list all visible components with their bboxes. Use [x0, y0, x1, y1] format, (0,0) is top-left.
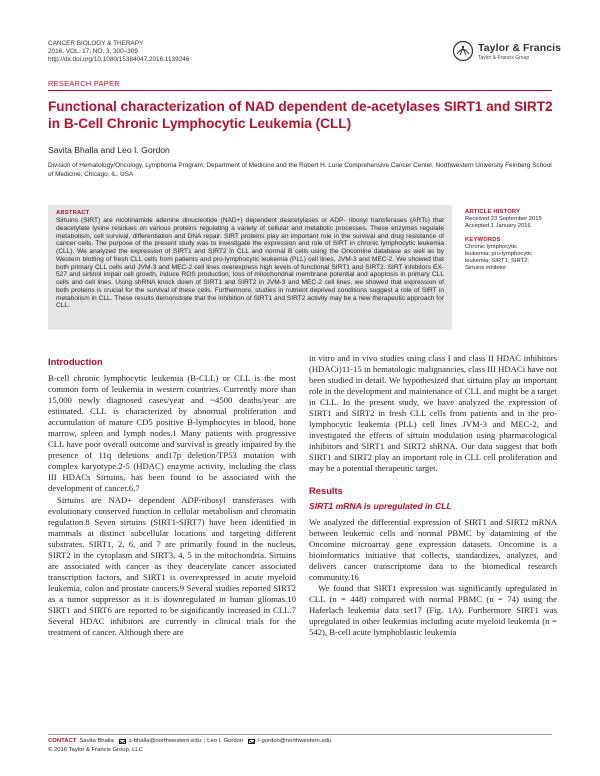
abstract-text: Sirtuins (SIRT) are nicotinamide adenine dinucleotide (NAD+) dependent deacetylases or ADP- ribosyl transferases (ARTs) that deacetylate lysine residues on various proteins regulating a variety of cellular and metabolic processes. These enzymes regulate metabolism, cell survival, differentiation and DNA repair. SIRT proteins play an important role in the survival and drug resistance of cancer cells. The purpose of the present study was to investigate the expression and role of SIRT in chronic lymphocytic leukemia (CLL). We analyzed the expression of SIRT1 and SIRT2 in CLL and normal B cells using the Oncomine database as well as by Western blotting of fresh CLL cells from patients and pro-lymphocytic leukemia (PLL) cell lines, JVM-3 and MEC-2. We showed that both primary CLL cells and JVM-3 and MEC-2 cell lines overexpress high levels of functional SIRT1 and SIRT2. SIRT inhibitors EX-527 and sirtinol impair cell growth, induce ROS production, loss of mitochondrial membrane potential and apoptosis in primary CLL cells and cell lines. Using shRNA knock down of SIRT1 and SIRT2 in JVM-3 and MEC-2 cell lines, we showed that expression of both proteins is crucial for the survival of these cells. Furthermore, studies in nutrient deprived conditions suggest a role of SIRT in metabolism in CLL. These results demonstrate that the inhibition of SIRT1 and SIRT2 activity may be a new therapeutic approach for CLL. [56, 217, 444, 310]
contact-name: ; Leo I. Gordon [203, 738, 244, 744]
body-column-left [48, 356, 296, 638]
publisher-logo-icon [452, 40, 474, 62]
article-title: Functional characterization of NAD dependent de-acetylases SIRT1 and SIRT2 in B-Cell Chronic Lymphocytic Leukemia (CLL) [48, 99, 553, 131]
journal-info [48, 40, 189, 65]
header-divider [48, 90, 552, 91]
journal-volume: 2016, VOL. 17, NO. 3, 300–309 [48, 48, 138, 56]
history-label: ARTICLE HISTORY [465, 209, 521, 215]
results-subheading: SIRT1 mRNA is upregulated in CLL [309, 500, 452, 511]
email-link[interactable]: l-gordon@northwestern.edu [258, 738, 332, 744]
keywords-line: leukemia; SIRT1; SIRT2; [465, 258, 529, 265]
publisher-name: Taylor & Francis [478, 41, 562, 54]
email-icon [119, 739, 126, 744]
body-column-right [309, 353, 557, 638]
abstract-box [48, 205, 452, 330]
results-paragraph: We found that SIRT1 expression was significantly upregulated in CLL (n = 448) compared with normal PBMC (n = 74) using the Haferlach leukemia data set17 (Fig. 1A). Furthermore SIRT1 was upregulated in other leukemias including acute myeloid leukemia (n = 542), B-cell acute lymphoblastic leukemia [309, 582, 557, 637]
doi-link[interactable]: http://dx.doi.org/10.1080/15384047.2016.1139246 [48, 56, 190, 64]
publisher-logo [452, 40, 561, 62]
contact-name: Savita Bhalla [79, 738, 114, 744]
intro-paragraph: B-cell chronic lymphocytic leukemia (B-CLL) or CLL is the most common form of leukemia in western countries. Currently more than 15,000 newly diagnosed cases/year and ~4500 deaths/year are estimated. CLL is characterized by abnormal proliferation and accumulation of mature CD5 positive B-lymphocytes in blood, bone marrow, spleen and lymph nodes.1 Many patients with progressive CLL have poor overall outcome and survival is greatly impaired by the presence of 11q deletions and17p deletion/TP53 mutation with complex karyotype.2-5 (HDAC) enzyme activity, including the class III HDACs Sirtuins, has been found to be associated with the development of cancer.6,7 [48, 373, 296, 494]
footer-divider [48, 734, 552, 735]
intro-paragraph: Sirtuins are NAD+ dependent ADP-ribosyl transferases with evolutionary conserved function in cellular metabolism and chromatin regulation.8 Seven sirtuins (SIRT1-SIRT7) have been identified in mammals at distinct subcellular locations and targeting different substrates. SIRT1, 2, 6, and 7 are primarily found in the nucleus, SIRT2 in the cytoplasm and SIRT3, 4, 5 in the mitochondria. Sirtuins are associated with cancer as they deacetylate cancer associated transcription factors, and SIRT1 is overexpressed in acute myeloid leukemia, colon and prostate cancers.9 Several studies reported SIRT2 as a tumor suppressor as it is downregulated in human gliomas.10 SIRT1 and SIRT6 are reported to be significantly increased in CLL.7 Several HDAC inhibitors are currently in clinical trials for the treatment of cancer. Although there are [48, 494, 296, 638]
accepted-date: Accepted 1 January 2016 [465, 223, 531, 230]
contact-line [48, 738, 331, 744]
intro-heading: Introduction [48, 356, 103, 367]
received-date: Received 23 September 2015 [465, 216, 542, 222]
contact-label: CONTACT [48, 738, 77, 744]
journal-name: CANCER BIOLOGY & THERAPY [48, 40, 144, 47]
keywords-line: Sirtuins inhibitor [465, 265, 507, 272]
authors: Savita Bhalla and Leo I. Gordon [48, 145, 170, 155]
keywords-line: leukemia; pro-lymphocytic [465, 250, 533, 257]
results-heading: Results [309, 484, 343, 496]
results-paragraph: We analyzed the differential expression of SIRT1 and SIRT2 mRNA between leukemic cells and normal PBMC by datamining of the Oncomine microarray gene expression datasets. Oncomine is a bioinformatics initiative that collects, standardizes, analyzes, and delivers cancer transcriptome data to the biomedical research community.16 [309, 516, 557, 582]
affiliation: Division of Hematology/Oncology, Lymphoma Program, Department of Medicine and the Robert H. Lurie Comprehensive Cancer Center, Northwestern University Feinberg School of Medicine, Chicago, IL, USA [48, 162, 552, 178]
keywords-label: KEYWORDS [465, 236, 501, 243]
email-link[interactable]: s-bhalla@northwestern.edu [128, 738, 201, 744]
article-type: RESEARCH PAPER [48, 79, 120, 88]
email-icon [248, 739, 255, 744]
body-paragraph: in vitro and in vivo studies using class I and class II HDAC inhibitors (HDACi)11-15 in hematologic malignancies, class III HDACi have not been studied in detail. We hypothesized that sirtuins play an important role in the development and maintenance of CLL and might be a target in CLL. In the present study, we have analyzed the expression of SIRT1 and SIRT2 in fresh CLL cells from patients and in the pro-lymphocytic leukemia (PLL) cell lines JVM-3 and MEC-2, and investigated the effects of sirtuin modulation using pharmacological inhibitors and SIRT1 and SIRT2 shRNA. Our data suggest that both SIRT1 and SIRT2 play an important role in CLL cell proliferation and may be a potential therapeutic target. [309, 353, 557, 474]
article-meta [465, 209, 557, 273]
keywords-line: Chronic lymphocytic [465, 243, 517, 250]
abstract-label: ABSTRACT [56, 210, 90, 216]
publisher-group: Taylor & Francis Group [478, 54, 530, 61]
copyright: © 2016 Taylor & Francis Group, LLC [48, 747, 143, 753]
